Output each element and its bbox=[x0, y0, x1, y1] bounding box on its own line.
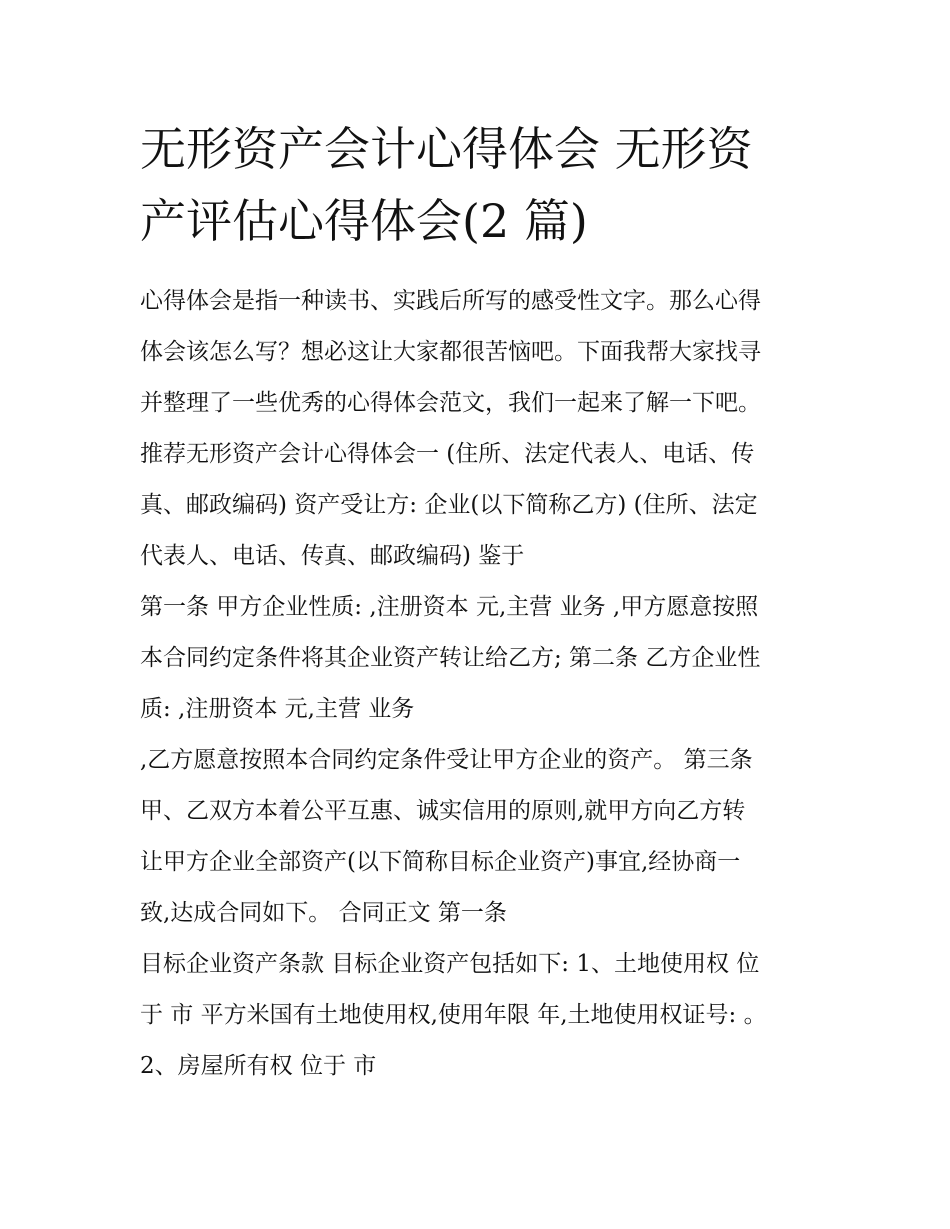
body-line: 于 市 平方米国有土地使用权,使用年限 年,土地使用权证号: 。 bbox=[140, 1002, 767, 1028]
body-line: 体会该怎么写？想必这让大家都很苦恼吧。下面我帮大家找寻 bbox=[140, 339, 761, 365]
body-line: 甲、乙双方本着公平互惠、诚实信用的原则,就甲方向乙方转 bbox=[140, 798, 746, 824]
body-line: 2、房屋所有权 位于 市 bbox=[140, 1053, 377, 1079]
body-line: 心得体会是指一种读书、实践后所写的感受性文字。那么心得 bbox=[140, 288, 761, 314]
body-line: 并整理了一些优秀的心得体会范文，我们一起来了解一下吧。 bbox=[140, 390, 761, 416]
body-line: 代表人、电话、传真、邮政编码) 鉴于 bbox=[140, 543, 525, 569]
body-line: 本合同约定条件将其企业资产转让给乙方; 第二条 乙方企业性 bbox=[140, 645, 761, 671]
body-line: 目标企业资产条款 目标企业资产包括如下: 1、土地使用权 位 bbox=[140, 951, 760, 977]
body-line: ,乙方愿意按照本合同约定条件受让甲方企业的资产。 第三条 bbox=[140, 747, 753, 773]
document-body bbox=[140, 276, 820, 1092]
document-title: 无形资产会计心得体会 无形资 产评估心得体会(2 篇) bbox=[140, 122, 753, 248]
body-line: 第一条 甲方企业性质: ,注册资本 元,主营 业务 ,甲方愿意按照 bbox=[140, 594, 759, 620]
body-line: 致,达成合同如下。 合同正文 第一条 bbox=[140, 900, 507, 926]
body-line: 让甲方企业全部资产(以下简称目标企业资产)事宜,经协商一 bbox=[140, 849, 741, 875]
body-line: 推荐无形资产会计心得体会一 (住所、法定代表人、电话、传 bbox=[140, 441, 755, 467]
body-line: 真、邮政编码) 资产受让方: 企业(以下简称乙方) (住所、法定 bbox=[140, 492, 758, 518]
body-line: 质: ,注册资本 元,主营 业务 bbox=[140, 696, 415, 722]
